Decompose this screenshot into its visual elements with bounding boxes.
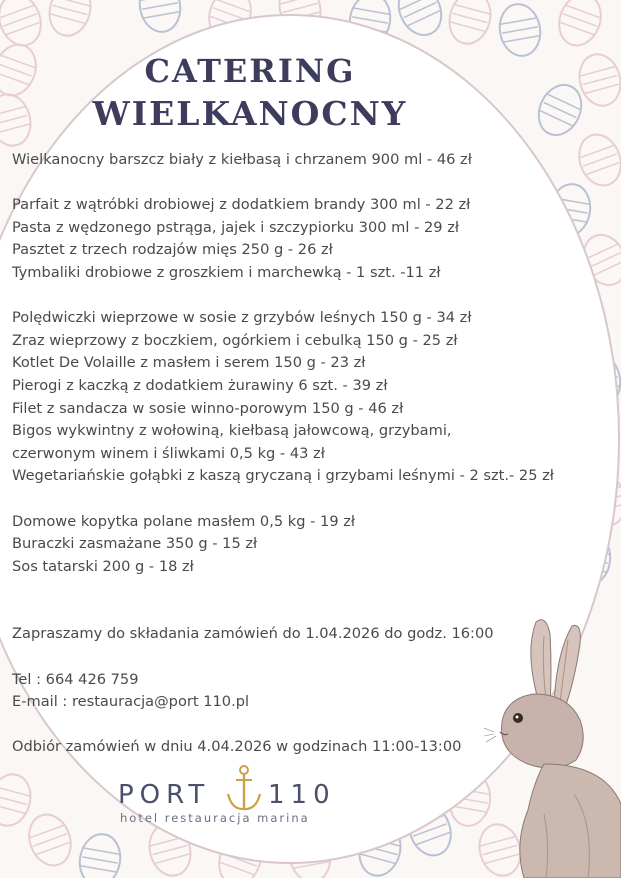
title-line-2: WIELKANOCNY	[92, 94, 408, 133]
egg-stripe	[566, 5, 600, 17]
egg-stripe	[84, 848, 119, 854]
menu-item: Buraczki zasmażane 350 g - 15 zł	[12, 535, 258, 553]
egg-stripe	[33, 834, 67, 846]
egg-stripe	[50, 14, 85, 23]
egg-stripe	[360, 854, 395, 863]
logo-word-port: PORT	[118, 780, 211, 810]
egg-stripe	[81, 866, 116, 872]
egg-stripe	[220, 862, 254, 874]
egg-stripe	[560, 22, 594, 34]
egg-stripe	[30, 825, 64, 837]
egg-shape	[0, 0, 48, 51]
menu-item: Wegetariańskie gołąbki z kaszą gryczaną i grzybami leśnymi - 2 szt.- 25 zł	[12, 467, 554, 485]
egg-stripe	[354, 8, 389, 14]
egg-stripe	[450, 22, 485, 31]
order-deadline-note: Zapraszamy do składania zamówień do 1.04.2026 do godz. 16:00	[12, 625, 494, 643]
egg-stripe	[6, 22, 40, 34]
egg-stripe	[416, 832, 450, 844]
egg-shape	[552, 0, 607, 51]
egg-stripe	[3, 14, 37, 26]
egg-stripe	[0, 804, 25, 813]
egg-stripe	[142, 3, 177, 9]
egg-stripe	[583, 75, 618, 84]
menu-item: Pasztet z trzech rodzajów mięs 250 g - 26 zł	[12, 241, 333, 259]
menu-item: Parfait z wątróbki drobiowej z dodatkiem brandy 300 ml - 22 zł	[12, 196, 471, 214]
menu-item: Kotlet De Volaille z masłem i serem 150 g - 23 zł	[12, 354, 366, 372]
egg-stripe	[400, 0, 433, 9]
egg-shape	[0, 770, 36, 831]
egg-stripe	[585, 84, 620, 93]
menu-item: Bigos wykwintny z wołowiną, kiełbasą jałowcową, grzybami,	[12, 422, 452, 440]
menu-item: Domowe kopytka polane masłem 0,5 kg - 19 zł	[12, 512, 356, 530]
egg-stripe	[144, 12, 179, 18]
menu-item: Tymbaliki drobiowe z groszkiem i marchewką - 1 szt. -11 zł	[12, 263, 441, 281]
egg-stripe	[563, 14, 597, 26]
egg-stripe	[153, 845, 188, 854]
egg-stripe	[55, 0, 90, 6]
menu-item: Pasta z wędzonego pstrąga, jajek i szczypiorku 300 ml - 29 zł	[12, 218, 459, 236]
egg-stripe	[280, 0, 315, 4]
phone-number: Tel : 664 426 759	[12, 670, 139, 688]
egg-stripe	[283, 3, 318, 12]
anchor-icon	[224, 764, 264, 814]
menu-item: czerwonym winem i śliwkami 0,5 kg - 43 zł	[12, 444, 325, 462]
menu-item: Filet z sandacza w sosie winno-porowym 150 g - 46 zł	[12, 399, 404, 417]
menu-item: Zraz wieprzowy z boczkiem, ogórkiem i cebulką 150 g - 25 zł	[12, 331, 458, 349]
egg-stripe	[0, 5, 34, 17]
egg-stripe	[82, 857, 117, 863]
egg-stripe	[451, 806, 486, 812]
rabbit-illustration	[484, 614, 621, 878]
email-address: E-mail : restauracja@port 110.pl	[12, 693, 250, 711]
egg-stripe	[501, 18, 536, 24]
menu-item: Sos tatarski 200 g - 18 zł	[12, 557, 194, 575]
menu-item: Wielkanocny barszcz biały z kiełbasą i chrzanem 900 ml - 46 zł	[12, 151, 472, 168]
egg-stripe	[0, 787, 30, 796]
egg-shape	[444, 0, 496, 48]
egg-stripe	[455, 5, 490, 14]
egg-stripe	[453, 13, 488, 22]
menu-item: Pierogi z kaczką z dodatkiem żurawiny 6 szt. - 39 zł	[12, 376, 388, 394]
logo-word-110: 110	[268, 780, 336, 810]
egg-stripe	[53, 5, 88, 14]
egg-stripe	[36, 842, 70, 854]
egg-stripe	[504, 36, 539, 42]
title-line-1: CATERING	[144, 52, 356, 90]
egg-stripe	[580, 67, 615, 76]
egg-stripe	[0, 795, 27, 804]
egg-stripe	[155, 854, 190, 863]
egg-shape	[391, 0, 449, 42]
egg-stripe	[216, 0, 250, 12]
pickup-note: Odbiór zamówień w dniu 4.04.2026 w godzinach 11:00-13:00	[12, 738, 462, 756]
egg-stripe	[502, 27, 537, 33]
menu-item: Polędwiczki wieprzowe w sosie z grzybów leśnych 150 g - 34 zł	[12, 309, 472, 327]
logo-tagline: hotel restauracja marina	[120, 811, 310, 825]
